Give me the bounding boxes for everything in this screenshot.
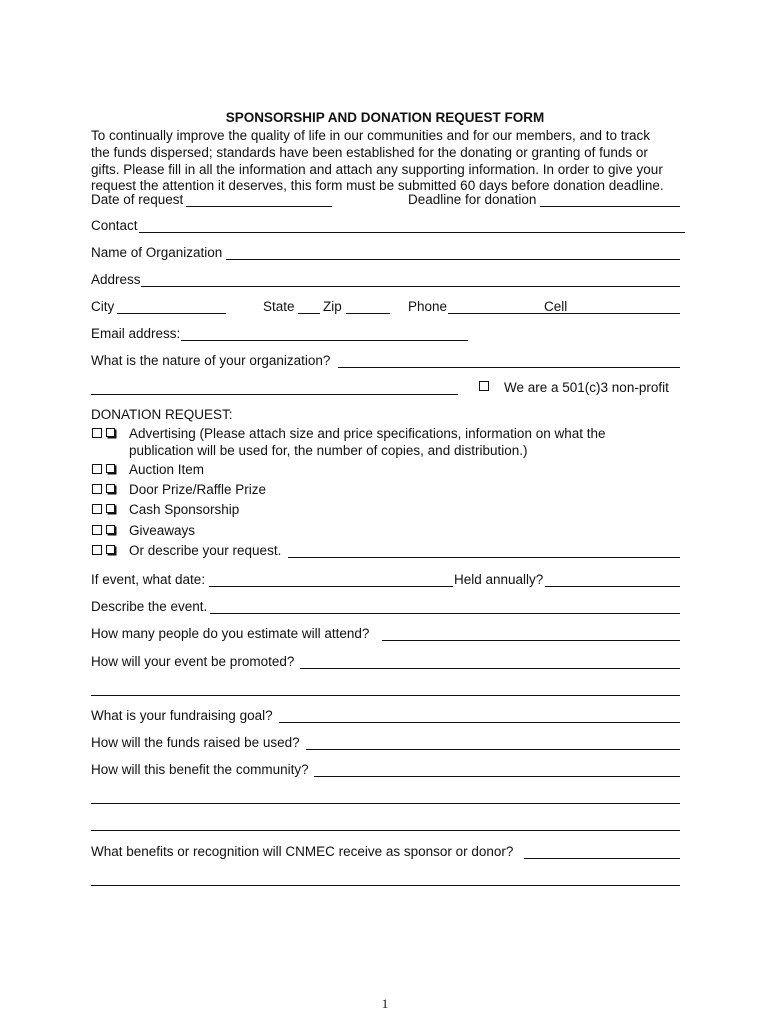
nature-field[interactable] [338, 367, 680, 368]
zip-field[interactable] [346, 313, 390, 314]
other-request-checkbox[interactable] [92, 545, 102, 555]
benefit-field[interactable] [314, 776, 680, 777]
other-request-checkbox-alt[interactable] [106, 545, 115, 554]
benefit-label: How will this benefit the community? [91, 762, 309, 777]
advertising-checkbox-alt[interactable] [106, 428, 115, 437]
promotion-field[interactable] [300, 668, 680, 669]
deadline-field[interactable] [540, 206, 680, 207]
recognition-label: What benefits or recognition will CNMEC receive as sponsor or donor? [91, 844, 514, 859]
zip-label: Zip [323, 299, 342, 314]
other-request-field[interactable] [288, 557, 680, 558]
email-label: Email address: [91, 326, 181, 341]
cash-sponsorship-checkbox[interactable] [92, 504, 102, 514]
recognition-field[interactable] [524, 858, 680, 859]
intro-line: request the attention it deserves, this form must be submitted 60 days before donation deadline. [91, 178, 664, 194]
promotion-field-line-2[interactable] [91, 695, 680, 696]
auction-item-checkbox[interactable] [92, 464, 102, 474]
intro-line: gifts. Please fill in all the information and attach any supporting information. In order to give your [91, 161, 663, 177]
promotion-label: How will your event be promoted? [91, 654, 295, 669]
advertising-label: Advertising (Please attach size and price specifications, information on what the [129, 426, 606, 441]
nature-label: What is the nature of your organization? [91, 353, 331, 368]
giveaways-checkbox[interactable] [92, 525, 102, 535]
intro-line: To continually improve the quality of life in our communities and for our members, and to track [91, 128, 651, 143]
phone-label: Phone [408, 299, 448, 314]
benefit-field-line-3[interactable] [91, 830, 680, 831]
describe-event-label: Describe the event. [91, 599, 208, 614]
nonprofit-label: We are a 501(c)3 non-profit [504, 380, 669, 395]
held-annually-field[interactable] [545, 586, 680, 587]
recognition-field-line-2[interactable] [91, 885, 680, 886]
nonprofit-checkbox[interactable] [479, 381, 489, 391]
city-field[interactable] [117, 313, 226, 314]
cell-label: Cell [544, 299, 568, 314]
address-label: Address [91, 272, 141, 287]
intro-paragraph [91, 128, 691, 195]
giveaways-label: Giveaways [129, 523, 196, 538]
giveaways-checkbox-alt[interactable] [106, 525, 115, 534]
cash-sponsorship-label: Cash Sponsorship [129, 502, 240, 517]
nature-field-line-2[interactable] [91, 394, 458, 395]
cash-sponsorship-checkbox-alt[interactable] [106, 504, 115, 513]
attendance-field[interactable] [382, 640, 680, 641]
deadline-label: Deadline for donation [408, 192, 537, 207]
date-of-request-label: Date of request [91, 192, 184, 207]
advertising-checkbox[interactable] [92, 428, 102, 438]
event-date-field[interactable] [209, 586, 453, 587]
city-label: City [91, 299, 115, 314]
organization-label: Name of Organization [91, 245, 223, 260]
date-of-request-field[interactable] [186, 206, 332, 207]
door-prize-checkbox[interactable] [92, 484, 102, 494]
attendance-label: How many people do you estimate will attend? [91, 626, 370, 641]
intro-line: the funds dispersed; standards have been established for the donating or granting of funds or [91, 144, 648, 160]
funds-use-field[interactable] [306, 749, 680, 750]
auction-item-checkbox-alt[interactable] [106, 464, 115, 473]
donation-heading: DONATION REQUEST: [91, 407, 233, 422]
contact-field[interactable] [139, 232, 685, 233]
other-request-label: Or describe your request. [129, 543, 282, 558]
event-date-label: If event, what date: [91, 572, 206, 587]
contact-label: Contact [91, 218, 138, 233]
funds-use-label: How will the funds raised be used? [91, 735, 300, 750]
held-annually-label: Held annually? [454, 572, 544, 587]
email-field[interactable] [181, 340, 468, 341]
state-label: State [263, 299, 295, 314]
door-prize-label: Door Prize/Raffle Prize [129, 482, 267, 497]
organization-field[interactable] [226, 259, 680, 260]
goal-label: What is your fundraising goal? [91, 708, 273, 723]
goal-field[interactable] [279, 722, 680, 723]
state-field[interactable] [298, 313, 320, 314]
page-number: 1 [381, 996, 389, 1011]
describe-event-field[interactable] [210, 613, 680, 614]
auction-item-label: Auction Item [129, 462, 205, 477]
advertising-continuation: publication will be used for, the number of copies, and distribution.) [129, 443, 528, 458]
door-prize-checkbox-alt[interactable] [106, 484, 115, 493]
address-field[interactable] [141, 286, 680, 287]
form-title: SPONSORSHIP AND DONATION REQUEST FORM [225, 110, 545, 125]
benefit-field-line-2[interactable] [91, 803, 680, 804]
